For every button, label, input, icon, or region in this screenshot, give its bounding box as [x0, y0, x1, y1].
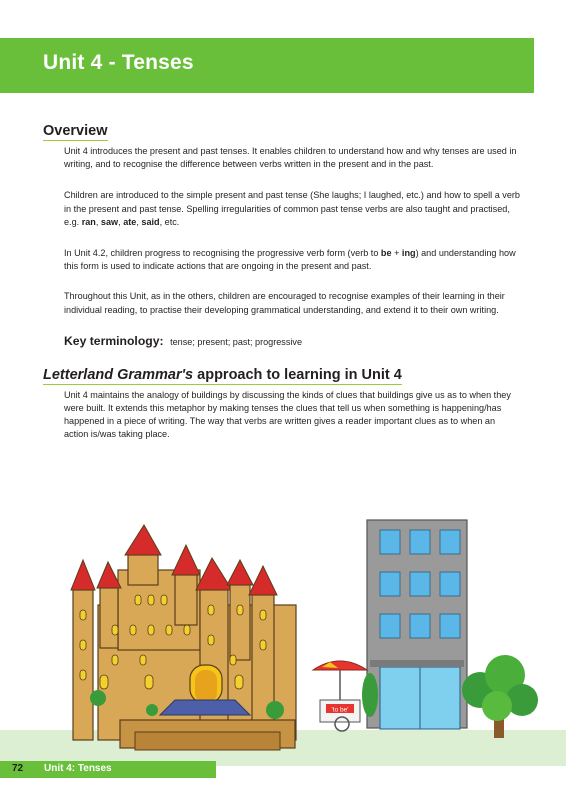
footer-bar [0, 761, 216, 778]
overview-paragraph-2 [43, 189, 521, 229]
text-run: ) and understanding how this form is used to indicate actions that are ongoing in the present and past. [64, 248, 516, 272]
text-run: Children are introduced to the simple present and past tense (She laughs; I laughed, etc.) and how to spell a verb in the present and past tense. Spelling irregularities of common past tense verbs are also taught and practised, e.g. [64, 190, 520, 227]
key-terminology-label: Key terminology: [64, 333, 164, 348]
text-run: , [95, 216, 101, 227]
key-terminology-terms: tense; present; past; progressive [170, 336, 303, 347]
example-verb: saw [100, 216, 119, 227]
bold-term: ing [401, 248, 416, 259]
approach-heading [43, 367, 402, 385]
office-building-illustration [367, 520, 467, 729]
bold-term: be [380, 248, 392, 259]
text-run: , [118, 216, 124, 227]
example-verb: ate [123, 216, 137, 227]
example-verb: said [141, 216, 160, 227]
cart-sign: 'to be' [331, 706, 349, 714]
example-verb: ran [81, 216, 96, 227]
text-run: , etc. [159, 216, 180, 227]
unit-title-banner [0, 38, 534, 93]
page-title: Unit 4 - Tenses [43, 51, 194, 74]
castle-illustration [71, 525, 296, 750]
food-cart-illustration [313, 661, 367, 731]
buildings-illustration [0, 510, 566, 766]
approach-heading-italic: Letterland Grammar's [43, 366, 194, 383]
overview-paragraph-4: Throughout this Unit, as in the others, children are encouraged to recognise examples of their learning in their individual reading, to practise their developing grammatical understanding, and extend it to their own writing. [64, 291, 505, 315]
overview-paragraph-3 [43, 247, 521, 273]
text-run: In Unit 4.2, children progress to recognising the progressive verb form (verb to [64, 248, 381, 259]
approach-paragraph: Unit 4 maintains the analogy of buildings by discussing the kinds of clues that buildings give us as to when they were built. It extends this metaphor by making tenses the clues that tell us when something is happening/has happened in a piece of writing. The way that verbs are written gives a reader important clues as to when an action is/was taking place. [64, 389, 511, 440]
main-content [43, 122, 521, 442]
overview-heading: Overview [43, 123, 108, 139]
overview-paragraph-1: Unit 4 introduces the present and past tenses. It enables children to understand how and why tenses are used in writing, and to recognise the difference between verbs written in the present and in the past. [64, 146, 517, 170]
footer-unit-label: Unit 4: Tenses [44, 763, 112, 774]
text-run: , [136, 216, 142, 227]
key-terminology [64, 334, 521, 348]
text-run: + [391, 248, 402, 259]
approach-heading-rest: approach to learning in Unit 4 [193, 366, 402, 383]
page-number: 72 [12, 763, 24, 774]
